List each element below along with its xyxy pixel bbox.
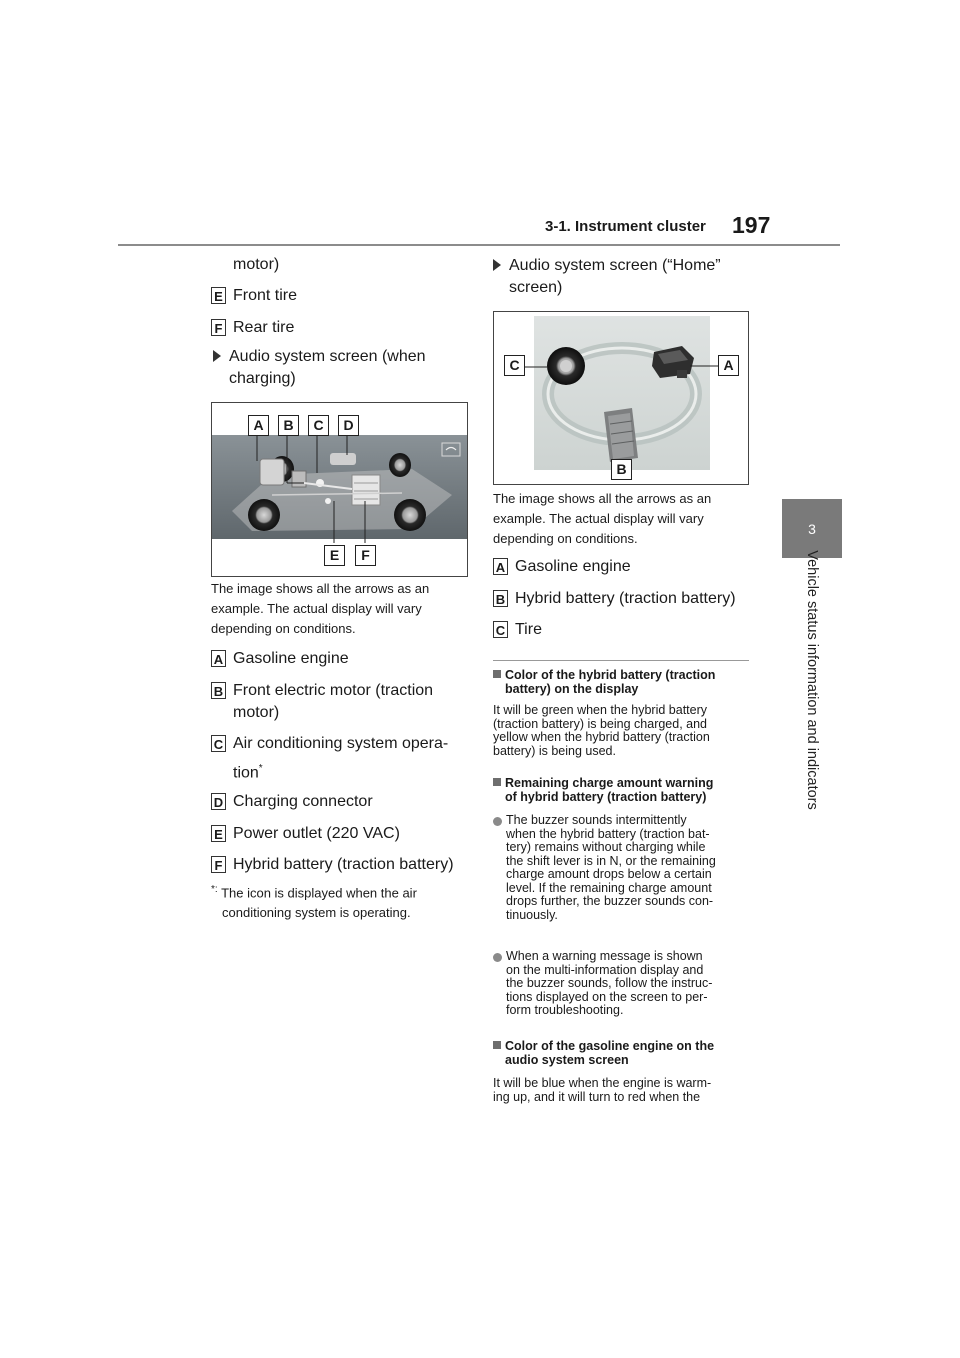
square-bullet-icon	[493, 1041, 501, 1049]
triangle-bullet-icon	[493, 259, 501, 271]
note-body: It will be blue when the engine is warm- ing up, and it will turn to red when the	[493, 1076, 712, 1104]
header-rule	[118, 244, 840, 246]
figure-caption: The image shows all the arrows as an example. The actual display will vary depending on conditions.	[211, 581, 430, 636]
item-badge: B	[493, 590, 508, 607]
item-badge: A	[211, 650, 226, 667]
section-title: 3-1. Instrument cluster	[545, 218, 706, 235]
figure-caption: The image shows all the arrows as an example. The actual display will vary depending on conditions.	[493, 491, 712, 546]
item-badge: F	[211, 319, 226, 336]
notes-divider	[493, 660, 749, 661]
square-bullet-icon	[493, 778, 501, 786]
item-badge: F	[211, 856, 226, 873]
square-bullet-icon	[493, 670, 501, 678]
footnote: *: The icon is displayed when the air conditioning system is operating.	[211, 884, 417, 921]
note-heading: Color of the hybrid battery (traction battery) on the display	[493, 668, 715, 696]
figure-label: C	[308, 415, 329, 436]
chapter-tab[interactable]	[782, 499, 842, 558]
figure-label: A	[248, 415, 269, 436]
figure-label: E	[324, 545, 345, 566]
note-heading: Color of the gasoline engine on the audio system screen	[493, 1039, 714, 1067]
figure-label: A	[718, 355, 739, 376]
circle-bullet-icon	[493, 817, 502, 826]
home-screen-figure	[493, 311, 749, 485]
item-badge: C	[211, 735, 226, 752]
figure-label: B	[278, 415, 299, 436]
figure-label: B	[611, 459, 632, 480]
item-badge: A	[493, 558, 508, 575]
continued-text: motor)	[233, 256, 280, 273]
item-badge: D	[211, 793, 226, 810]
asterisk-mark: *	[258, 763, 263, 774]
chapter-number: 3	[808, 520, 816, 537]
note-body: It will be green when the hybrid battery (traction battery) is being charged, and yellow when the hybrid battery (traction battery) is being used.	[493, 703, 710, 758]
triangle-bullet-icon	[213, 350, 221, 362]
item-badge: E	[211, 825, 226, 842]
chapter-title: Vehicle status information and indicators	[804, 550, 820, 810]
page-number: 197	[732, 212, 771, 238]
figure-label: C	[504, 355, 525, 376]
charging-screen-figure	[211, 402, 468, 577]
item-badge: C	[493, 621, 508, 638]
note-heading: Remaining charge amount warning of hybrid battery (traction battery)	[493, 776, 713, 804]
figure-label: D	[338, 415, 359, 436]
figure-label: F	[355, 545, 376, 566]
circle-bullet-icon	[493, 953, 502, 962]
item-badge: B	[211, 682, 226, 699]
item-badge: E	[211, 287, 226, 304]
